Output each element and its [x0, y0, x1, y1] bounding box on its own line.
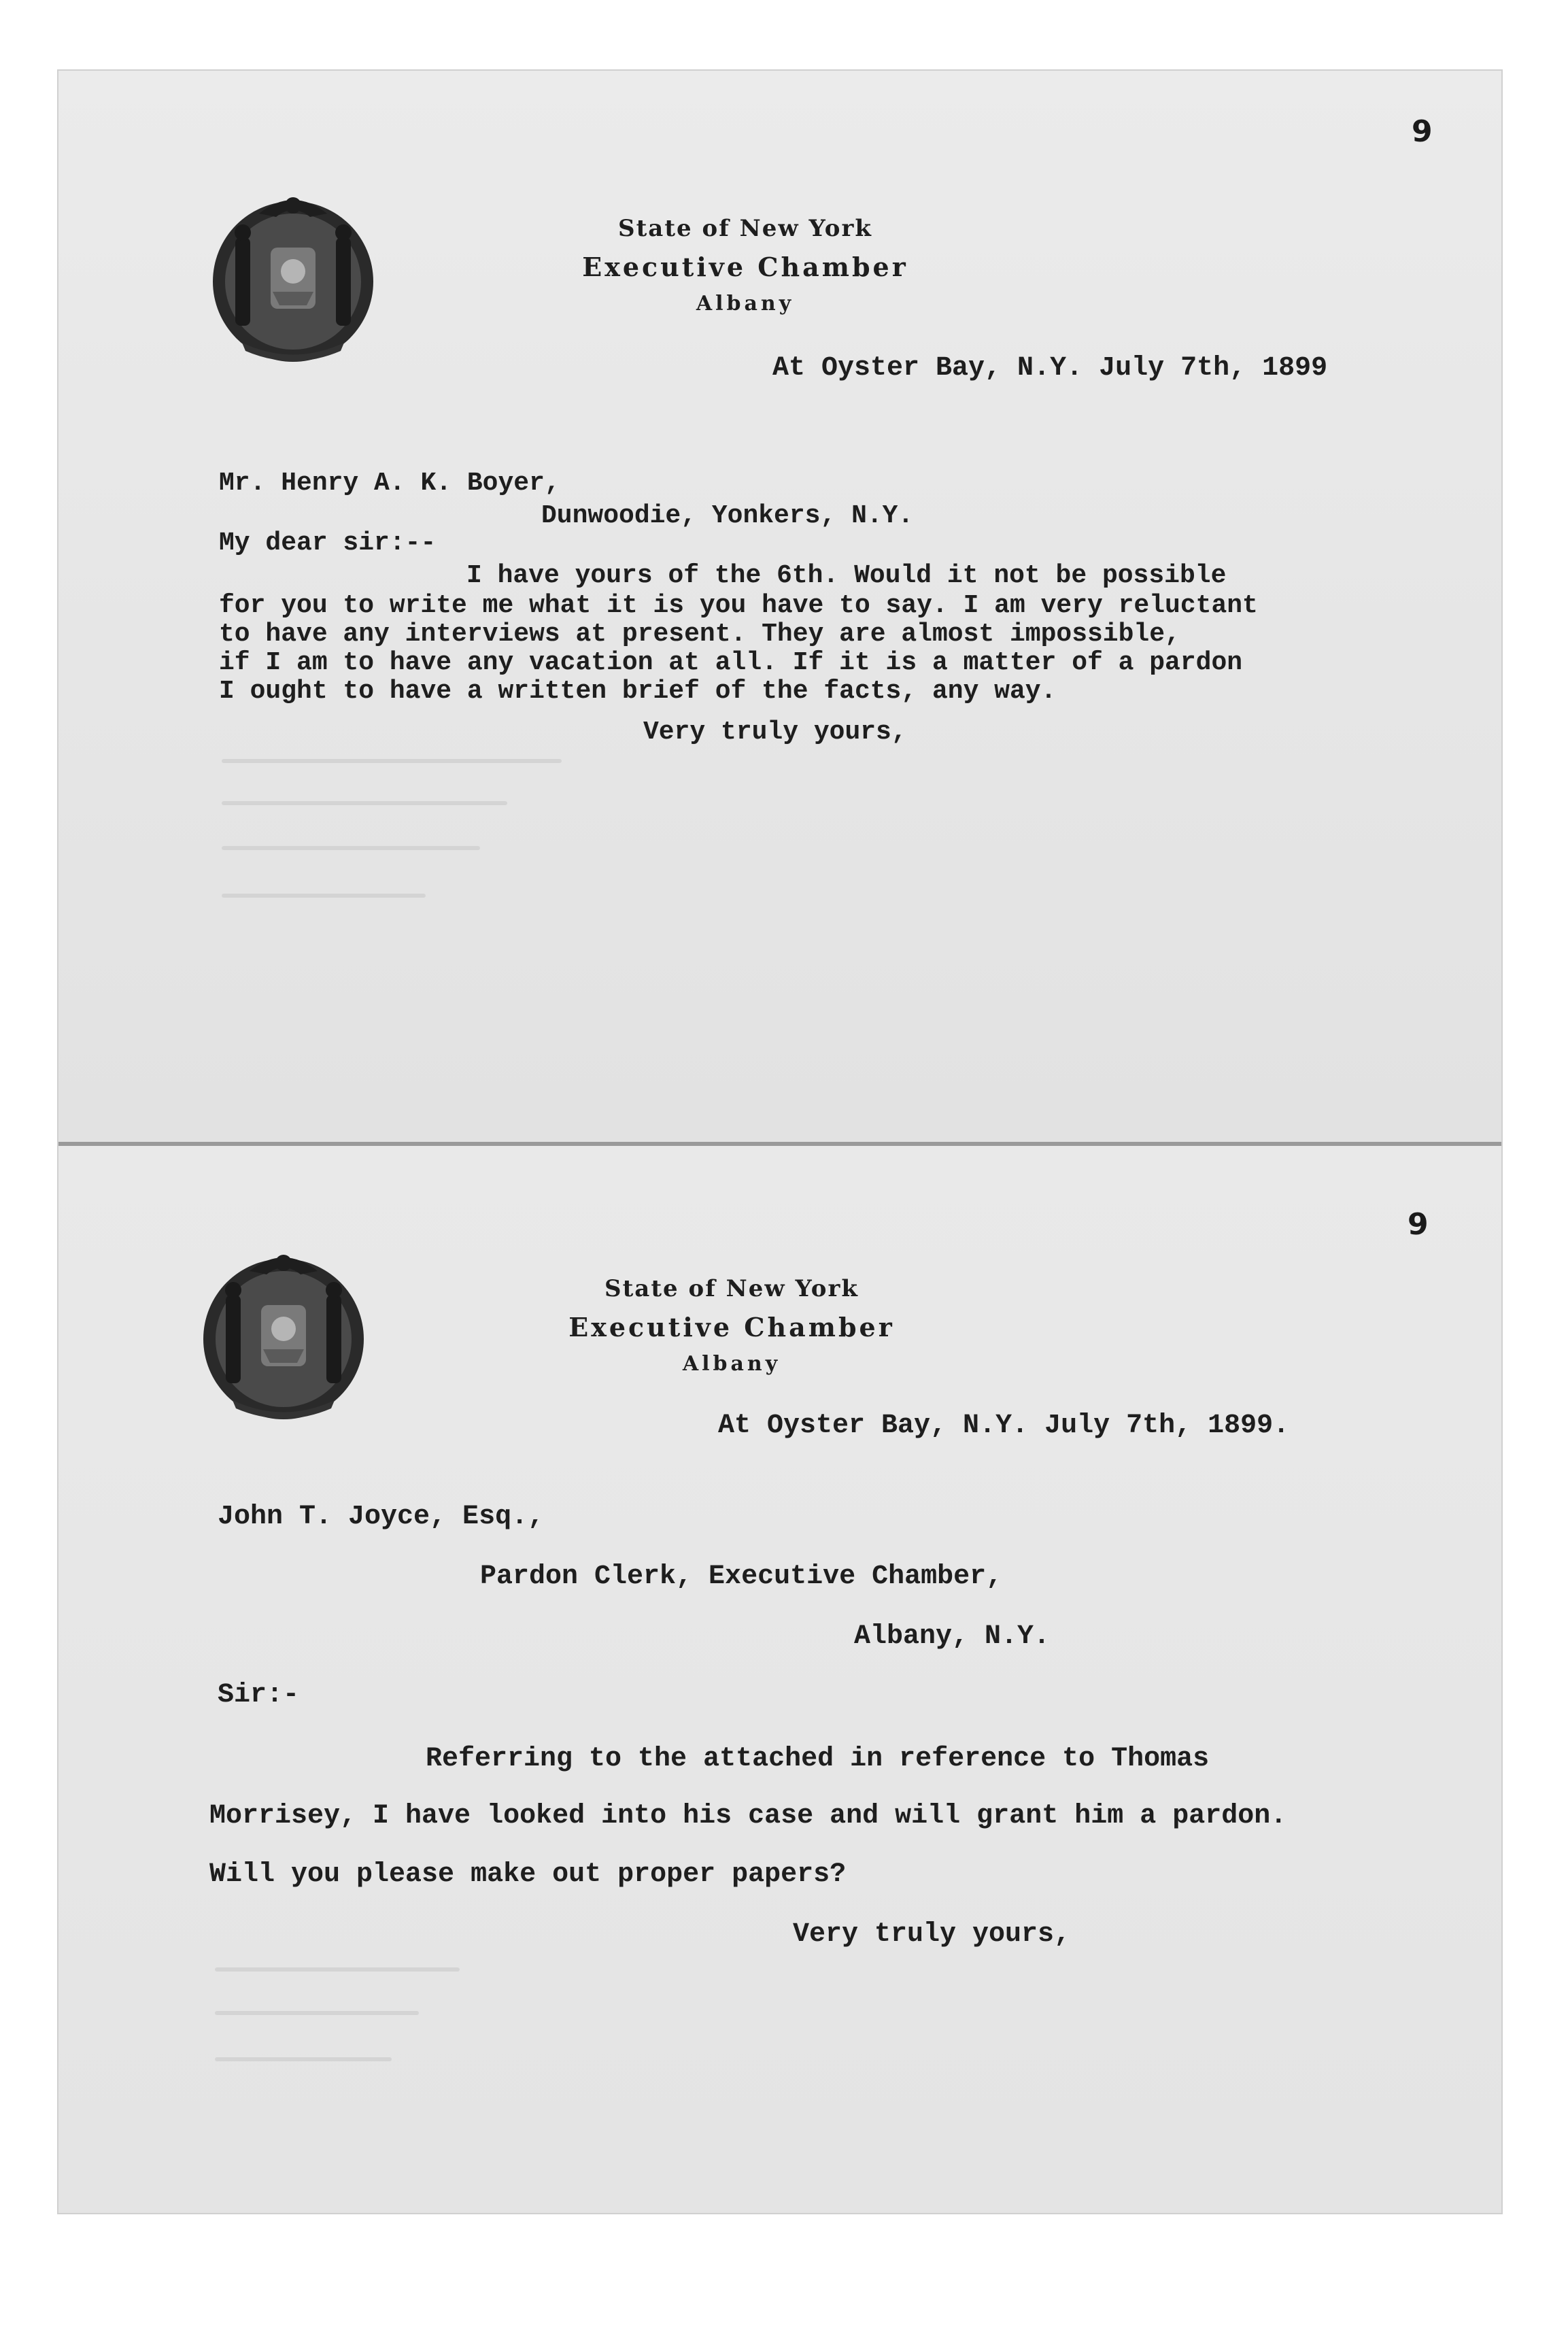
closing: Very truly yours, — [793, 1919, 1071, 1950]
letterhead — [534, 215, 956, 316]
scanned-document — [58, 71, 1501, 2213]
addressee-title: Pardon Clerk, Executive Chamber, — [480, 1561, 1003, 1592]
letterhead-city: Albany — [696, 292, 795, 316]
letter-1 — [58, 71, 1501, 1146]
new-york-state-seal-icon — [185, 1230, 382, 1427]
letterhead — [521, 1275, 942, 1376]
letterhead-chamber: Executive Chamber — [568, 1312, 895, 1342]
addressee-name: Mr. Henry A. K. Boyer, — [219, 469, 560, 498]
faint-show-through — [222, 846, 480, 850]
closing: Very truly yours, — [643, 717, 907, 747]
letterhead-state: State of New York — [618, 215, 872, 242]
faint-show-through — [215, 1967, 460, 1972]
letterhead-chamber: Executive Chamber — [582, 252, 908, 282]
dateline: At Oyster Bay, N.Y. July 7th, 1899. — [718, 1410, 1290, 1441]
addressee-address: Dunwoodie, Yonkers, N.Y. — [541, 501, 914, 530]
faint-show-through — [215, 2057, 392, 2061]
body-line: I have yours of the 6th. Would it not be possible — [466, 561, 1227, 590]
new-york-state-seal-icon — [194, 173, 392, 370]
salutation: Sir:- — [218, 1680, 300, 1710]
body-line: for you to write me what it is you have to say. I am very reluctant — [219, 591, 1258, 620]
letterhead-city: Albany — [682, 1352, 781, 1376]
addressee-name: John T. Joyce, Esq., — [218, 1502, 545, 1532]
body-line: Will you please make out proper papers? — [209, 1859, 847, 1890]
salutation: My dear sir:-- — [219, 528, 437, 558]
letter-2 — [58, 1146, 1501, 2213]
body-line: I ought to have a written brief of the facts, any way. — [219, 677, 1057, 706]
faint-show-through — [222, 759, 562, 763]
page-number: 9 — [1408, 1207, 1429, 1242]
faint-show-through — [222, 894, 426, 898]
addressee-address: Albany, N.Y. — [854, 1621, 1051, 1652]
body-line: to have any interviews at present. They are almost impossible, — [219, 620, 1180, 649]
faint-show-through — [222, 801, 507, 805]
body-line: if I am to have any vacation at all. If it is a matter of a pardon — [219, 648, 1243, 677]
dateline: At Oyster Bay, N.Y. July 7th, 1899 — [772, 353, 1328, 384]
letterhead-state: State of New York — [604, 1275, 859, 1302]
page-number: 9 — [1412, 114, 1433, 149]
faint-show-through — [215, 2011, 419, 2015]
body-line: Referring to the attached in reference to Thomas — [426, 1744, 1210, 1774]
body-line: Morrisey, I have looked into his case and will grant him a pardon. — [209, 1801, 1287, 1831]
